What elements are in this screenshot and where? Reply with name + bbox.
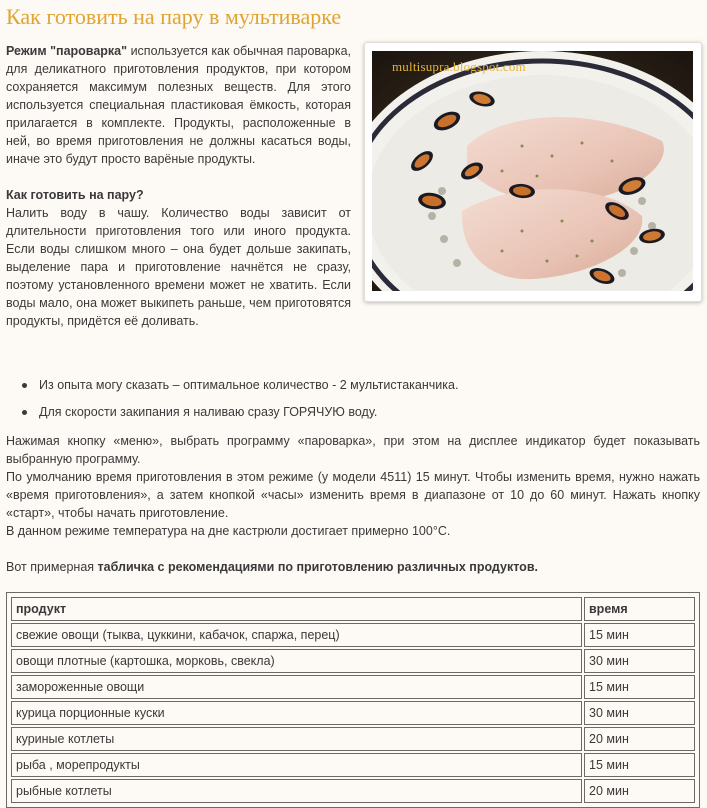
tips-list [22, 376, 458, 430]
cooking-times-table [6, 592, 700, 808]
table-row [11, 779, 695, 803]
instructions-text [6, 432, 700, 576]
cell-product: рыба , морепродукты [11, 753, 582, 777]
table-row [11, 753, 695, 777]
bullet-icon [22, 383, 27, 388]
page-title: Как готовить на пару в мультиварке [6, 4, 342, 29]
cell-time: 30 мин [584, 649, 695, 673]
how-to-heading: Как готовить на пару? [6, 188, 144, 202]
intro-paragraph-1-text: используется как обычная пароварка, для деликатного приготовления продуктов, при котором сохраняется максимум полезных веществ. Для этого используется специальная пластиковая ёмкость, которая прилагается в комплекте. Продукты, расположенные в ней, во время приготовления не должны касаться воды, иначе это будут просто варёные продукты. [6, 44, 351, 166]
photo-frame [364, 42, 702, 302]
cell-time: 20 мин [584, 779, 695, 803]
cell-time: 15 мин [584, 623, 695, 647]
table-row [11, 649, 695, 673]
cell-time: 15 мин [584, 675, 695, 699]
header-time: время [584, 597, 695, 621]
intro-text [6, 42, 351, 330]
cell-product: рыбные котлеты [11, 779, 582, 803]
table-row [11, 675, 695, 699]
list-item: Для скорости закипания я наливаю сразу ГОРЯЧУЮ воду. [22, 403, 458, 430]
cell-time: 15 мин [584, 753, 695, 777]
cell-product: куриные котлеты [11, 727, 582, 751]
mode-name: Режим "пароварка" [6, 44, 128, 58]
bullet-icon [22, 410, 27, 415]
cell-product: замороженные овощи [11, 675, 582, 699]
instructions-paragraph-1: Нажимая кнопку «меню», выбрать программу «пароварка», при этом на дисплее индикатор будет показывать выбранную программу. [6, 434, 700, 466]
table-intro: Вот примерная табличка с рекомендациями по приготовлению различных продуктов. [6, 560, 538, 574]
cell-time: 20 мин [584, 727, 695, 751]
intro-paragraph-1 [6, 42, 351, 168]
header-product: продукт [11, 597, 582, 621]
cell-product: свежие овощи (тыква, цуккини, кабачок, спаржа, перец) [11, 623, 582, 647]
intro-paragraph-2: Налить воду в чашу. Количество воды зависит от длительности приготовления того или иного продукта. Если воды слишком много – она будет дольше закипать, выделение пара и приготовление начнётся не сразу, поэтому установленного времени может не хватить. Если воды мало, она может выкипеть раньше, чем приготовятся продукты, придётся её доливать. [6, 206, 351, 328]
fish-mussels-photo [372, 51, 693, 291]
table-row [11, 701, 695, 725]
table-row [11, 727, 695, 751]
cell-product: курица порционные куски [11, 701, 582, 725]
table-row [11, 623, 695, 647]
cell-time: 30 мин [584, 701, 695, 725]
instructions-paragraph-2: По умолчанию время приготовления в этом режиме (у модели 4511) 15 минут. Чтобы изменить время, нужно нажать «время приготовления», а затем кнопкой «часы» изменить время в диапазоне от 10 до 60 минут. Нажать кнопку «старт», чтобы начать приготовление. [6, 470, 700, 520]
instructions-paragraph-3: В данном режиме температура на дне кастрюли достигает примерно 100°С. [6, 524, 451, 538]
table-header-row [11, 597, 695, 621]
list-item: Из опыта могу сказать – оптимальное количество - 2 мультистаканчика. [22, 376, 458, 403]
photo-watermark: multisupra.blogspot.com [392, 59, 526, 74]
cell-product: овощи плотные (картошка, морковь, свекла) [11, 649, 582, 673]
